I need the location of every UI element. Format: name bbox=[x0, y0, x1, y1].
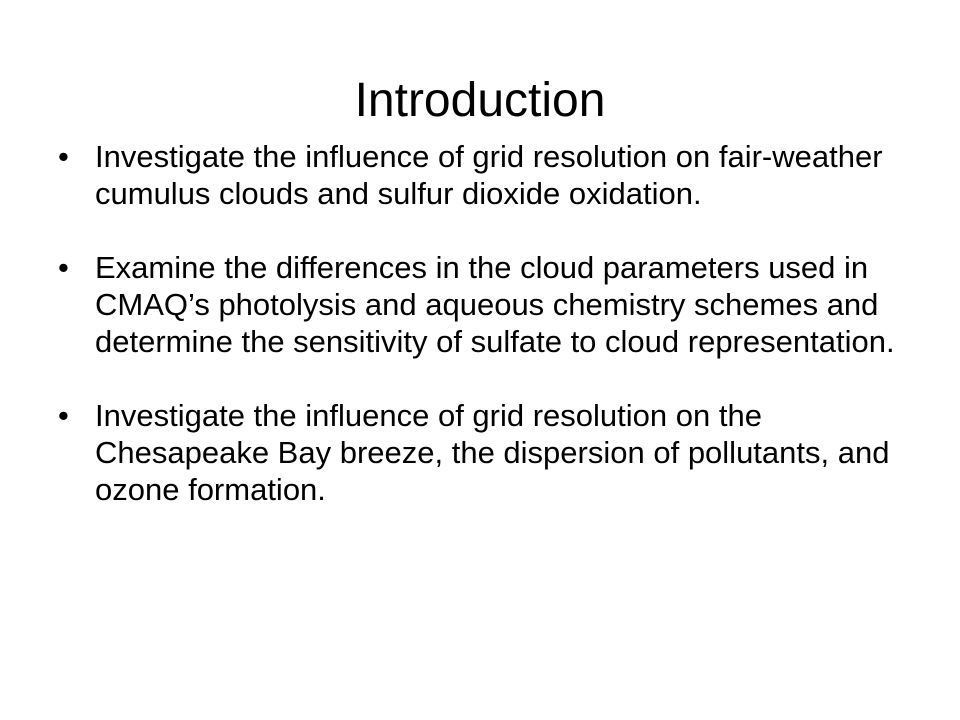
bullet-dot-icon: • bbox=[58, 250, 69, 285]
bullet-list bbox=[58, 138, 903, 508]
bullet-dot-icon: • bbox=[58, 398, 69, 433]
bullet-text: Investigate the influence of grid resolution on the Chesapeake Bay breeze, the dispersion of pollutants, and ozone formation. bbox=[95, 398, 890, 507]
bullet-item bbox=[58, 138, 903, 212]
bullet-item bbox=[58, 249, 903, 360]
bullet-dot-icon: • bbox=[58, 139, 69, 174]
bullet-text: Investigate the influence of grid resolution on fair-weather cumulus clouds and sulfur dioxide oxidation. bbox=[95, 139, 883, 211]
slide-title: Introduction bbox=[354, 74, 606, 128]
bullet-item bbox=[58, 397, 903, 508]
bullet-text: Examine the differences in the cloud parameters used in CMAQ’s photolysis and aqueous chemistry schemes and determine the sensitivity of sulfate to cloud representation. bbox=[95, 250, 895, 359]
